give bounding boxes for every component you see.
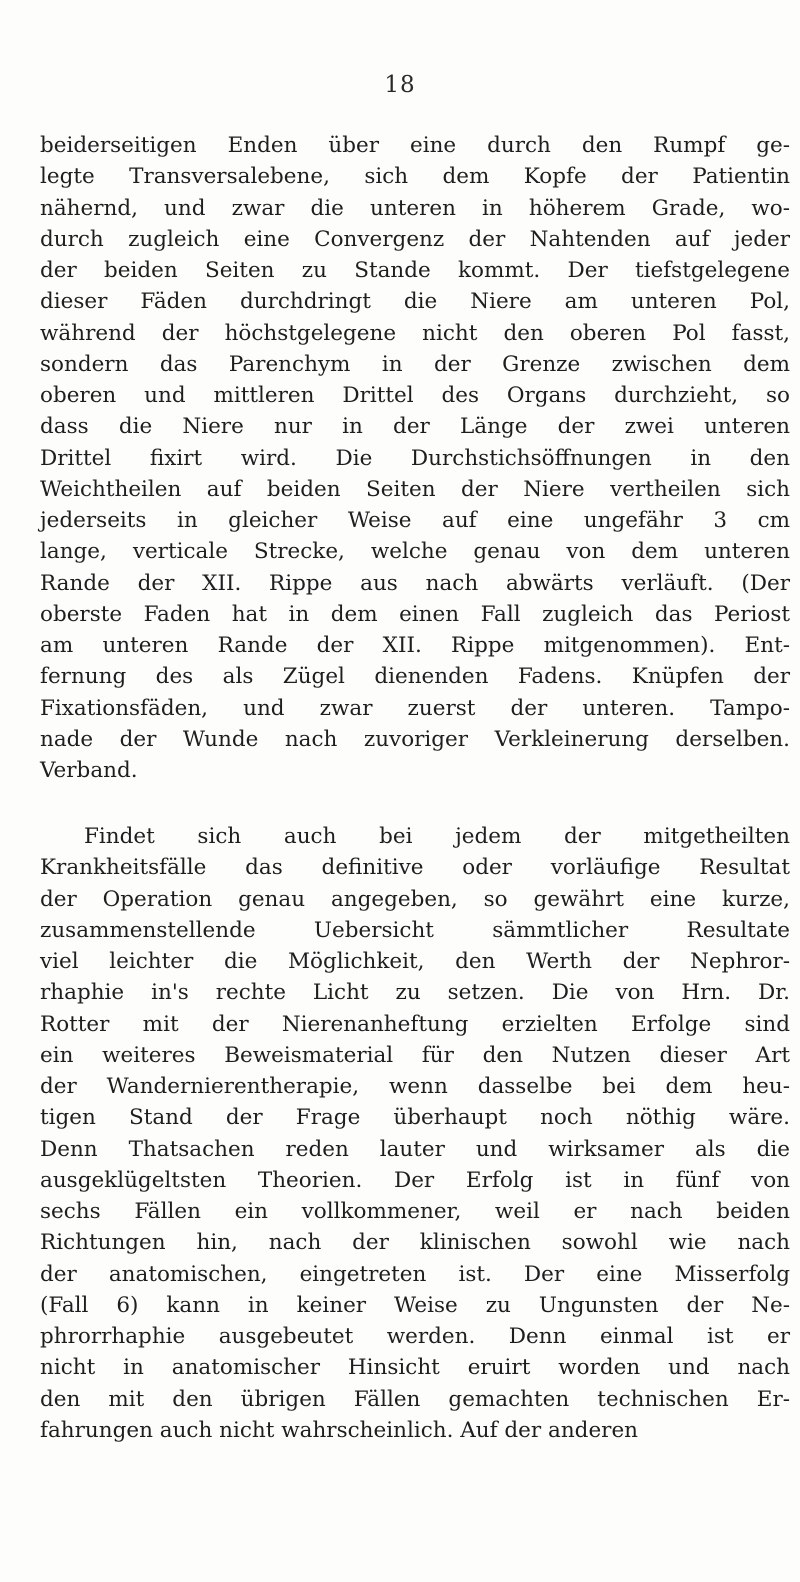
text-line: ausgeklügeltsten Theorien. Der Erfolg ist in fünf von	[40, 1167, 790, 1193]
text-line: Fixationsfäden, und zwar zuerst der unteren. Tampo-	[40, 695, 790, 721]
text-line: während der höchstgelegene nicht den oberen Pol fasst,	[40, 320, 790, 346]
text-line: der anatomischen, eingetreten ist. Der eine Misserfolg	[40, 1261, 790, 1287]
text-line: sechs Fällen ein vollkommener, weil er nach beiden	[40, 1199, 790, 1224]
text-line: nade der Wunde nach zuvoriger Verkleinerung derselben.	[40, 726, 790, 752]
text-line: nähernd, und zwar die unteren in höherem Grade, wo-	[40, 195, 790, 221]
text-line: Krankheitsfälle das definitive oder vorläufige Resultat	[40, 855, 790, 881]
text-line: lange, verticale Strecke, welche genau von dem unteren	[40, 539, 790, 565]
text-line: nicht in anatomischer Hinsicht eruirt worden und nach	[40, 1355, 790, 1381]
text-line: Findet sich auch bei jedem der mitgetheilten	[84, 824, 790, 849]
text-line: sondern das Parenchym in der Grenze zwischen dem	[40, 351, 790, 377]
text-line: Drittel fixirt wird. Die Durchstichsöffnungen in den	[40, 445, 790, 471]
text-line: Richtungen hin, nach der klinischen sowohl wie nach	[40, 1230, 790, 1256]
text-line: rhaphie in's rechte Licht zu setzen. Die von Hrn. Dr.	[40, 980, 790, 1006]
text-line: Denn Thatsachen reden lauter und wirksamer als die	[40, 1136, 790, 1162]
paragraph-1	[40, 130, 790, 786]
text-line: tigen Stand der Frage überhaupt noch nöthig wäre.	[40, 1105, 790, 1131]
text-line: Rotter mit der Nierenanheftung erzielten Erfolge sind	[40, 1011, 790, 1037]
text-line: fahrungen auch nicht wahrscheinlich. Auf der anderen	[40, 1417, 639, 1443]
text-line: oberste Faden hat in dem einen Fall zugleich das Periost	[40, 601, 790, 627]
text-line: durch zugleich eine Convergenz der Nahtenden auf jeder	[40, 226, 790, 252]
text-line: jederseits in gleicher Weise auf eine ungefähr 3 cm	[40, 508, 790, 533]
text-line: der beiden Seiten zu Stande kommt. Der tiefstgelegene	[40, 258, 790, 283]
text-line: (Fall 6) kann in keiner Weise zu Ungunsten der Ne-	[40, 1292, 790, 1318]
page-number: 18	[384, 72, 416, 98]
text-line: fernung des als Zügel dienenden Fadens. Knüpfen der	[40, 664, 790, 690]
text-line: der Wandernierentherapie, wenn dasselbe bei dem heu-	[40, 1074, 790, 1099]
text-line: der Operation genau angegeben, so gewährt eine kurze,	[40, 886, 790, 912]
text-line: beiderseitigen Enden über eine durch den Rumpf ge-	[40, 133, 790, 158]
text-line: dass die Niere nur in der Länge der zwei unteren	[40, 414, 790, 440]
text-line: Verband.	[40, 758, 138, 783]
text-line: viel leichter die Möglichkeit, den Werth der Nephror-	[40, 949, 790, 974]
text-line: oberen und mittleren Drittel des Organs durchzieht, so	[40, 383, 790, 408]
text-line: zusammenstellende Uebersicht sämmtlicher Resultate	[40, 917, 790, 943]
text-line: legte Transversalebene, sich dem Kopfe der Patientin	[40, 164, 790, 190]
text-line: den mit den übrigen Fällen gemachten technischen Er-	[40, 1386, 790, 1412]
text-line: Rande der XII. Rippe aus nach abwärts verläuft. (Der	[40, 570, 790, 596]
text-line: Weichtheilen auf beiden Seiten der Niere vertheilen sich	[40, 476, 790, 502]
text-line: phrorrhaphie ausgebeutet werden. Denn einmal ist er	[40, 1324, 790, 1349]
paragraph-2	[40, 821, 790, 1446]
text-line: dieser Fäden durchdringt die Niere am unteren Pol,	[40, 289, 790, 315]
text-line: ein weiteres Beweismaterial für den Nutzen dieser Art	[40, 1042, 790, 1068]
text-line: am unteren Rande der XII. Rippe mitgenommen). Ent-	[40, 633, 790, 658]
